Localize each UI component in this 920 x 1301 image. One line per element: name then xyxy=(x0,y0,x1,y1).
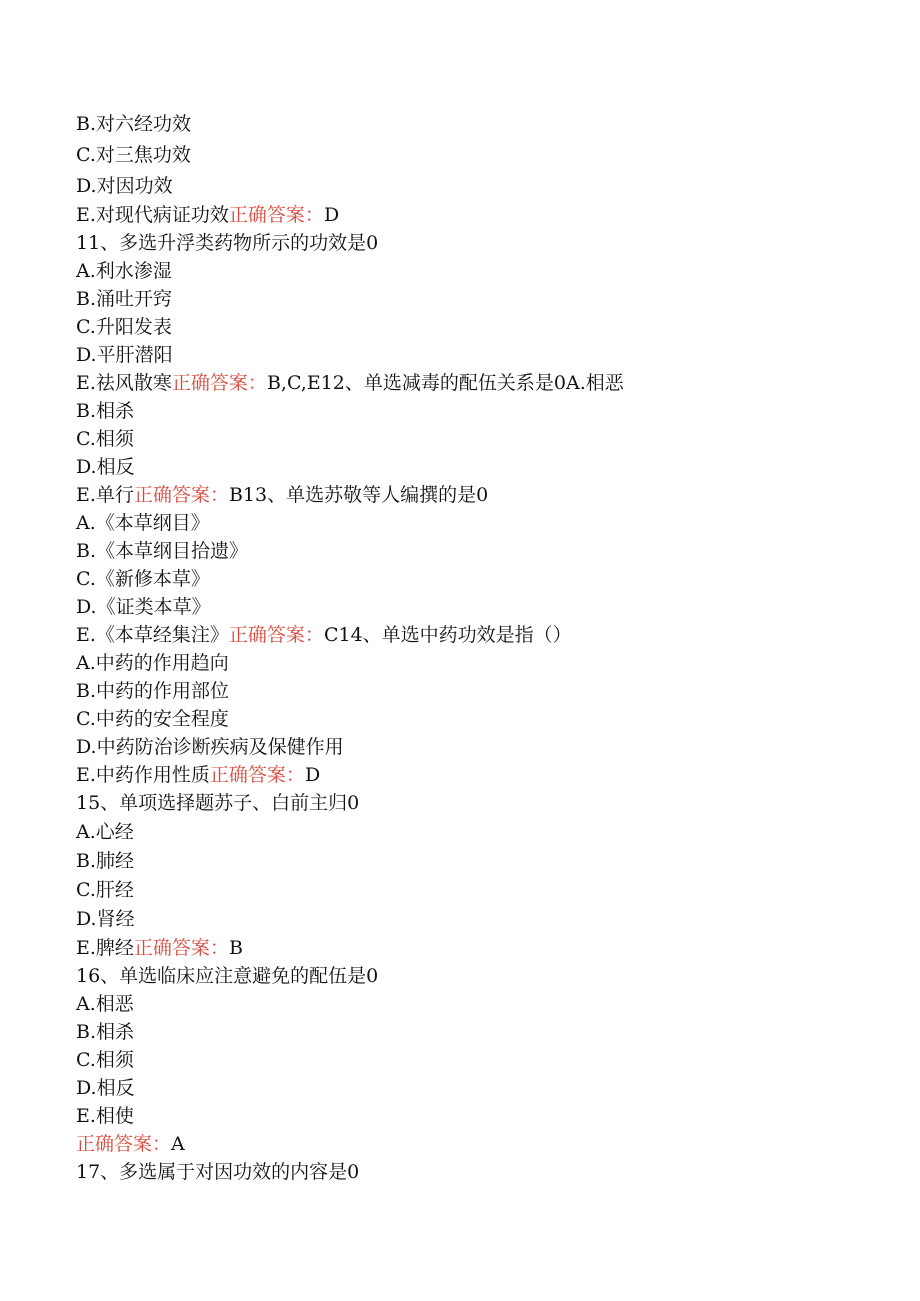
line-text: A.相恶 xyxy=(76,993,134,1015)
answer-value: B,C,E12、单选减毒的配伍关系是0A.相恶 xyxy=(266,372,624,394)
line-text: 15、单项选择题苏子、白前主归0 xyxy=(76,792,360,814)
option-line xyxy=(76,174,173,198)
line-text: 16、单选临床应注意避免的配伍是0 xyxy=(76,965,379,987)
option-line xyxy=(76,455,135,479)
line-text: E.脾经 xyxy=(76,937,134,959)
option-line xyxy=(76,343,173,367)
answer-label: 正确答案： xyxy=(209,764,305,786)
option-line xyxy=(76,878,134,902)
line-text: C.对三焦功效 xyxy=(76,144,191,166)
question-line xyxy=(76,1160,359,1184)
option-line xyxy=(76,595,211,619)
option-line xyxy=(76,143,191,167)
option-line xyxy=(76,112,191,136)
option-line xyxy=(76,651,229,675)
line-text: E.单行 xyxy=(76,484,134,506)
option-line xyxy=(76,315,172,339)
option-line xyxy=(76,679,229,703)
option-line xyxy=(76,849,134,873)
line-text: A.中药的作用趋向 xyxy=(76,652,229,674)
line-text: C.肝经 xyxy=(76,879,134,901)
line-text: C.相须 xyxy=(76,1049,134,1071)
line-text: 11、多选升浮类药物所示的功效是0 xyxy=(76,232,379,254)
question-line xyxy=(76,231,378,255)
option-line xyxy=(76,511,210,535)
line-text: B.涌吐开窍 xyxy=(76,288,173,310)
option-line xyxy=(76,203,339,227)
answer-value: C14、单选中药功效是指（） xyxy=(323,624,572,646)
option-line xyxy=(76,735,344,759)
answer-label: 正确答案： xyxy=(228,624,324,646)
question-line xyxy=(76,964,378,988)
line-text: A.利水渗湿 xyxy=(76,260,172,282)
option-line xyxy=(76,1048,134,1072)
option-line xyxy=(76,399,134,423)
answer-value: A xyxy=(171,1133,185,1155)
answer-value: D xyxy=(304,764,321,786)
answer-value: D xyxy=(323,204,340,226)
line-text: B.相杀 xyxy=(76,400,135,422)
option-line xyxy=(76,371,624,395)
line-text: D.相反 xyxy=(76,1077,135,1099)
line-text: D.中药防治诊断疾病及保健作用 xyxy=(76,736,344,758)
line-text: B.中药的作用部位 xyxy=(76,680,230,702)
line-text: D.平肝潜阳 xyxy=(76,344,173,366)
answer-label: 正确答案： xyxy=(76,1133,172,1155)
line-text: C.升阳发表 xyxy=(76,316,172,338)
line-text: C.中药的安全程度 xyxy=(76,708,229,730)
line-text: D.《证类本草》 xyxy=(76,596,211,618)
question-line xyxy=(76,791,359,815)
option-line xyxy=(76,259,172,283)
line-text: D.对因功效 xyxy=(76,175,173,197)
answer-label: 正确答案： xyxy=(228,204,324,226)
line-text: B.相杀 xyxy=(76,1021,135,1043)
option-line xyxy=(76,427,134,451)
line-text: E.《本草经集注》 xyxy=(76,624,229,646)
option-line xyxy=(76,539,248,563)
option-line xyxy=(76,707,229,731)
option-line xyxy=(76,1020,134,1044)
answer-value: B xyxy=(228,937,243,959)
line-text: C.《新修本草》 xyxy=(76,568,210,590)
line-text: E.对现代病证功效 xyxy=(76,204,229,226)
answer-line xyxy=(76,1132,185,1156)
option-line xyxy=(76,992,134,1016)
line-text: D.肾经 xyxy=(76,908,135,930)
answer-label: 正确答案： xyxy=(171,372,267,394)
option-line xyxy=(76,1104,134,1128)
line-text: E.中药作用性质 xyxy=(76,764,210,786)
answer-value: B13、单选苏敬等人编撰的是0 xyxy=(228,484,489,506)
option-line xyxy=(76,287,172,311)
answer-label: 正确答案： xyxy=(133,484,229,506)
option-line xyxy=(76,483,488,507)
answer-label: 正确答案： xyxy=(133,937,229,959)
line-text: E.祛风散寒 xyxy=(76,372,172,394)
line-text: B.《本草纲目拾遗》 xyxy=(76,540,249,562)
option-line xyxy=(76,1076,135,1100)
option-line xyxy=(76,907,135,931)
line-text: B.肺经 xyxy=(76,850,135,872)
line-text: A.心经 xyxy=(76,821,134,843)
line-text: C.相须 xyxy=(76,428,134,450)
option-line xyxy=(76,567,210,591)
line-text: 17、多选属于对因功效的内容是0 xyxy=(76,1161,360,1183)
line-text: D.相反 xyxy=(76,456,135,478)
line-text: B.对六经功效 xyxy=(76,113,192,135)
line-text: E.相使 xyxy=(76,1105,134,1127)
option-line xyxy=(76,820,134,844)
option-line xyxy=(76,763,320,787)
line-text: A.《本草纲目》 xyxy=(76,512,210,534)
option-line xyxy=(76,936,243,960)
option-line xyxy=(76,623,572,647)
